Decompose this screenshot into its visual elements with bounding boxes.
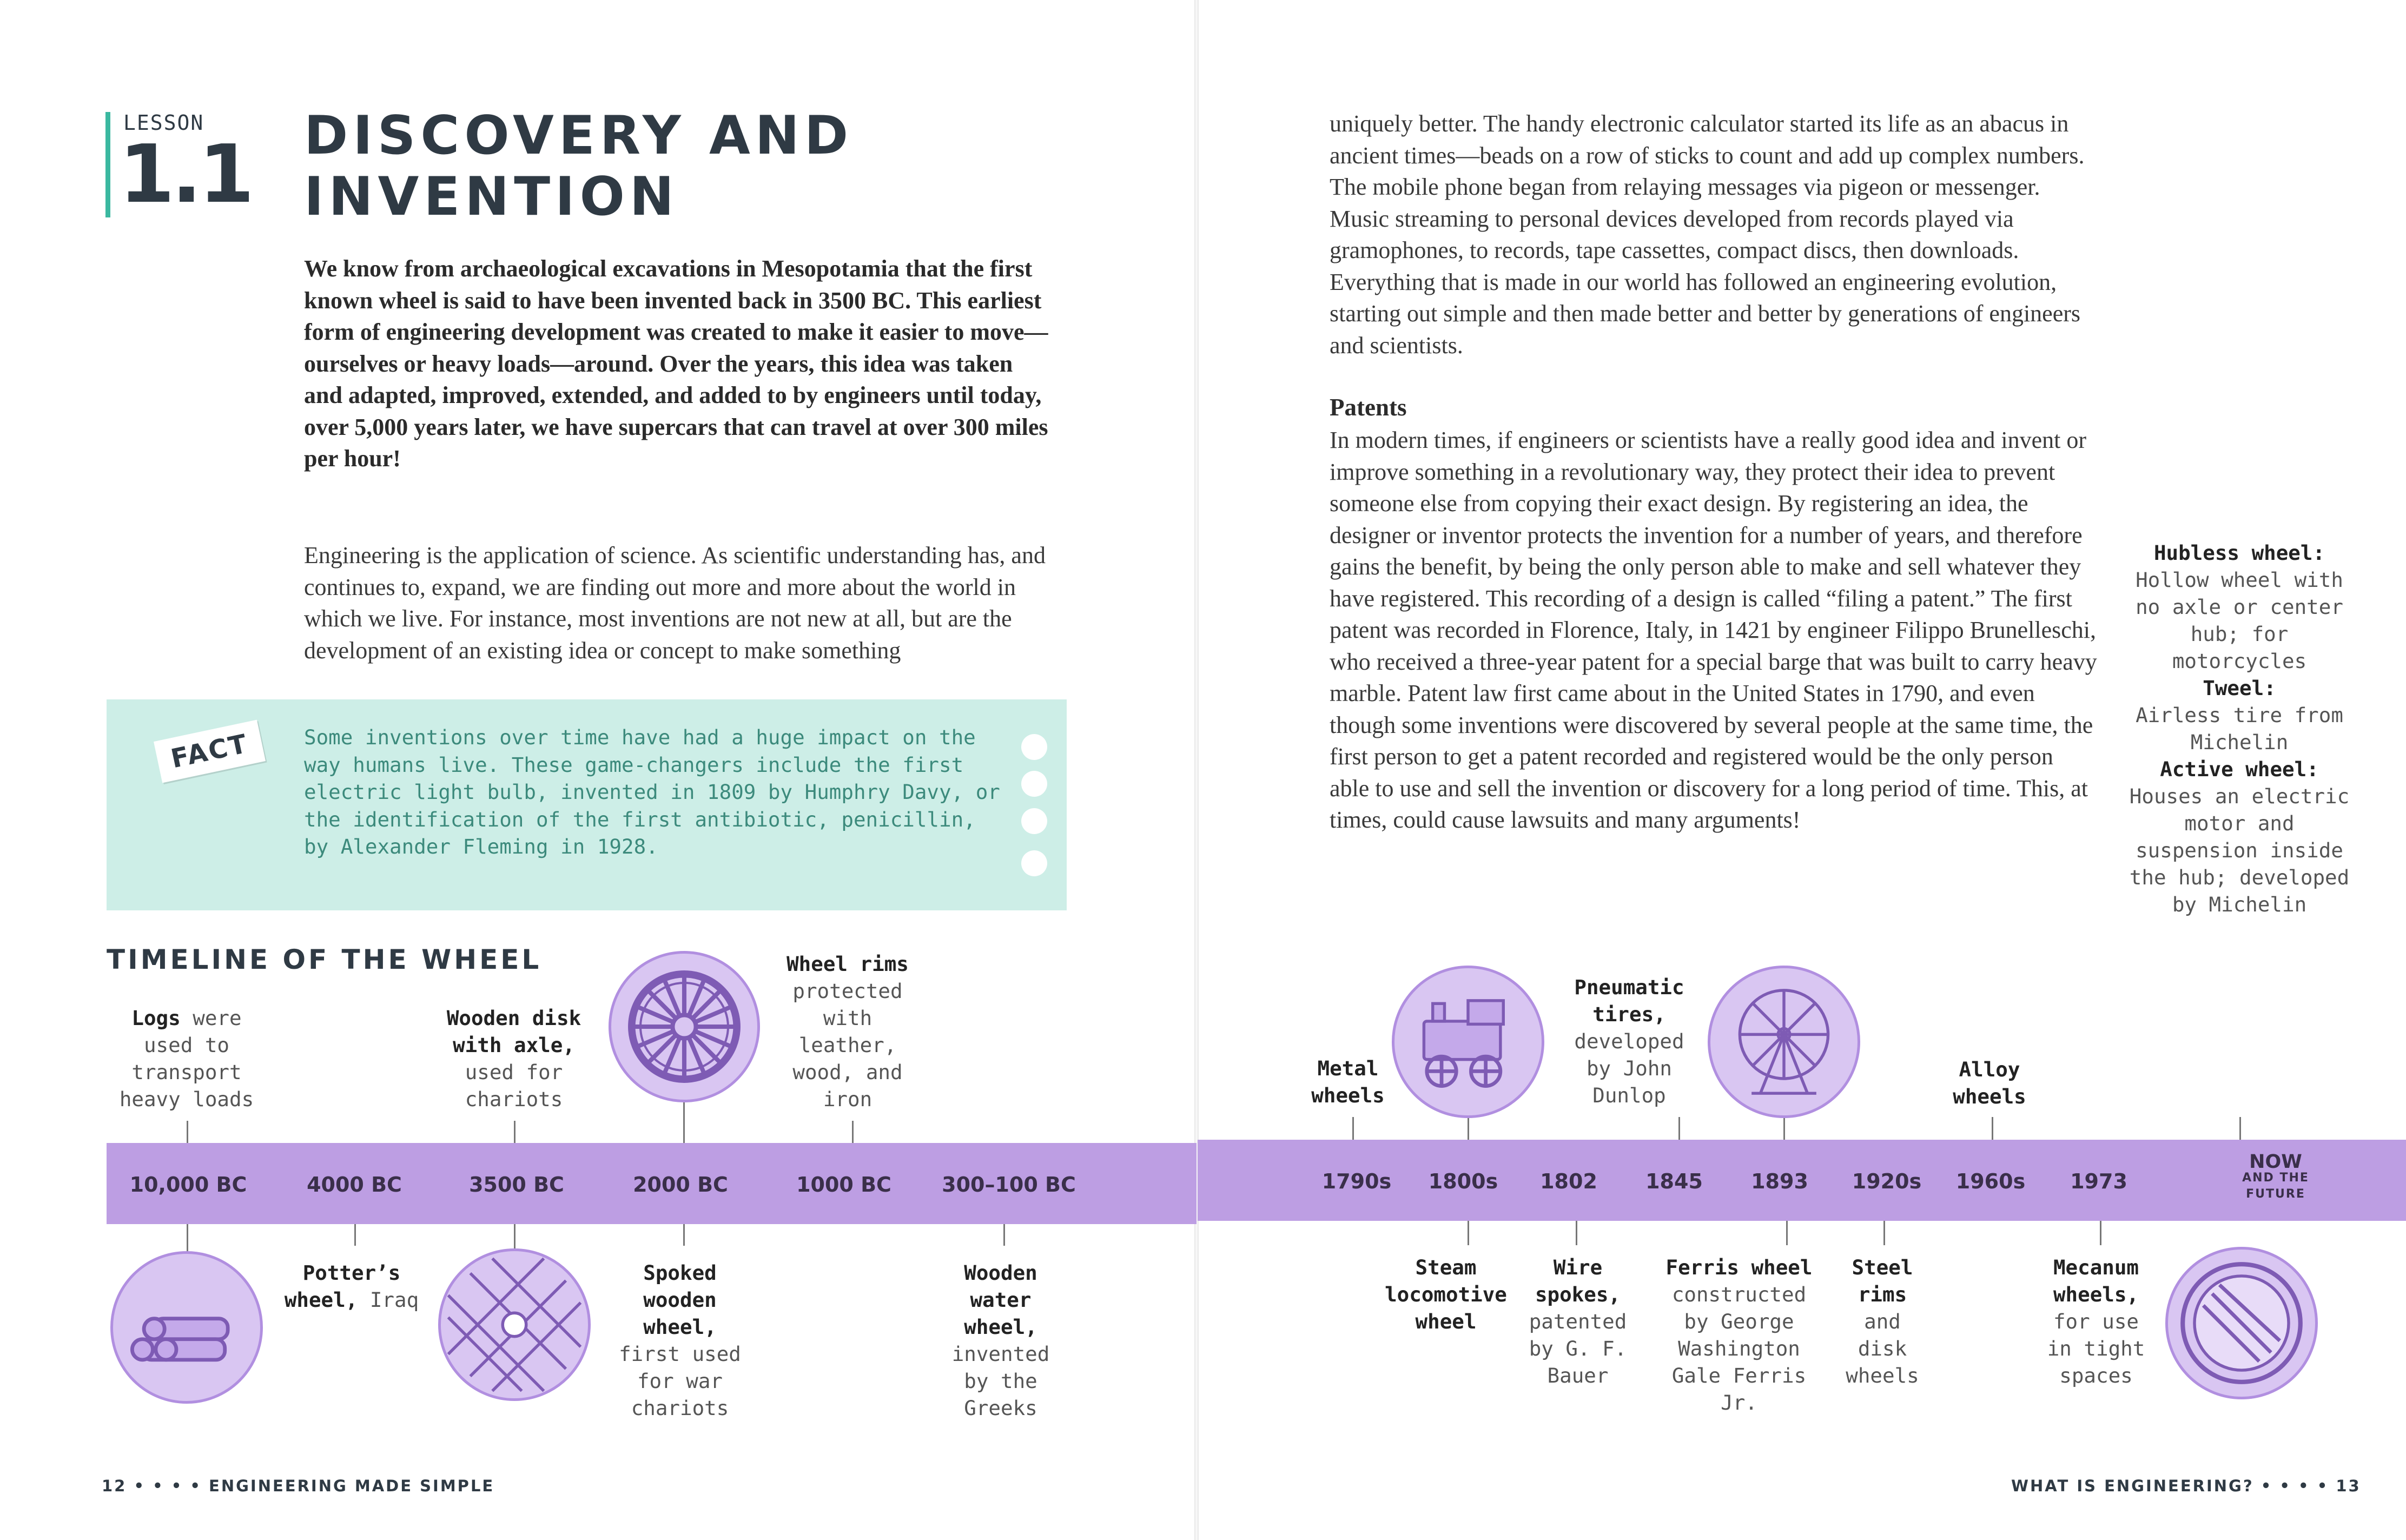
timeline-tick — [683, 1102, 685, 1143]
lesson-number: 1.1 — [119, 128, 252, 221]
caption-wheel-rims: Wheel rims protected with leather, wood, and iron — [786, 952, 909, 1111]
fact-dot — [1021, 808, 1047, 834]
page-number-right: 13 — [2336, 1477, 2361, 1495]
timeline-tick — [187, 1121, 188, 1143]
book-gutter — [1194, 0, 1199, 1540]
spoked-wheel-illustration — [609, 951, 760, 1102]
timeline-tick — [1576, 1221, 1577, 1245]
year-1790s: 1790s — [1321, 1169, 1392, 1193]
caption-wire-spokes: Wire spokes, patented by G. F. Bauer — [1529, 1255, 1627, 1387]
caption-potters-wheel: Potter’s wheel, Iraq — [284, 1261, 419, 1312]
page-title-line-1: DISCOVERY AND — [304, 105, 854, 167]
page-title — [304, 105, 853, 228]
ferris-wheel-illustration — [1708, 966, 1860, 1118]
footer-left — [102, 1477, 494, 1495]
footer-book-title: ENGINEERING MADE SIMPLE — [209, 1477, 495, 1495]
year-1893: 1893 — [1751, 1169, 1808, 1193]
year-10000bc: 10,000 BC — [129, 1173, 247, 1197]
timeline-tick — [1992, 1117, 1993, 1140]
caption-mecanum-wheels: Mecanum wheels, for use in tight spaces — [2047, 1255, 2145, 1387]
wooden-disk-illustration — [438, 1248, 591, 1401]
timeline-tick — [1783, 1118, 1785, 1140]
page-title-line-2: INVENTION — [304, 166, 679, 228]
lesson-label: LESSON — [123, 111, 204, 135]
page-number-left: 12 — [102, 1477, 127, 1495]
caption-spoked-wheel: Spoked wooden wheel, first used for war chariots — [619, 1261, 741, 1420]
fact-dot — [1021, 771, 1047, 797]
timeline-tick — [1468, 1118, 1469, 1140]
steam-locomotive-illustration — [1392, 966, 1544, 1118]
year-1920s: 1920s — [1852, 1169, 1922, 1193]
timeline-tick — [514, 1121, 515, 1143]
body-paragraph-left: Engineering is the application of science. As scientific understanding has, and continues to, expand, we are finding out more and more about the world in which we live. For instance, most inventions are not new at all, but are the development of an existing idea or concept to make something — [304, 542, 1046, 664]
caption-logs: Logs were used to transport heavy loads — [119, 1006, 254, 1111]
timeline-tick — [1678, 1117, 1680, 1140]
timeline-tick — [1352, 1117, 1354, 1140]
fact-tag: FACT — [154, 720, 266, 783]
timeline-tick — [1786, 1221, 1788, 1245]
fact-dot — [1021, 850, 1047, 876]
timeline-tick — [2100, 1221, 2101, 1245]
fact-text: Some inventions over time have had a huge impact on the way humans live. These game-changers include the first electric light bulb, invented in 1809 by Humphry Davy, or the identification of the first antibiotic, penicillin, by Alexander Fleming in 1928. — [304, 725, 1000, 858]
caption-pneumatic-tires: Pneumatic tires, developed by John Dunlop — [1574, 975, 1684, 1107]
year-1000bc: 1000 BC — [796, 1173, 891, 1197]
timeline-tick — [1468, 1221, 1469, 1245]
year-4000bc: 4000 BC — [307, 1173, 402, 1197]
footer-right — [2011, 1477, 2361, 1495]
now-and-future-label: NOW AND THE FUTURE — [2242, 1151, 2309, 1201]
body-paragraph-patents: In modern times, if engineers or scientists have a really good idea and invent or improve something in a revolutionary way, they protect their idea to prevent someone else from copying their exact design. By registering an idea, the designer or inventor protects the invention for a number of years, and therefore gains the benefit, by being the only person able to make and sell whatever they have registered. This recording of a design is called “filing a patent.” The first patent was recorded in Florence, Italy, in 1421 by engineer Filippo Brunelleschi, who received a three-year patent for a special barge that was built to carry heavy marble. Patent law first came about in the United States in 1790, and even though some inventions were discovered by several people at the same time, the first person to get a patent recorded and registered would be the only person able to use and sell the invention or discovery for a long period of time. This, at times, could cause lawsuits and many arguments! — [1330, 427, 2097, 833]
logs-illustration — [110, 1251, 263, 1404]
year-1800s: 1800s — [1428, 1169, 1498, 1193]
timeline-tick — [514, 1224, 515, 1250]
intro-paragraph: We know from archaeological excavations in Mesopotamia that the first known wheel is said to have been invented back in 3500 BC. This earliest form of engineering development was created to make it easier to move—ourselves or heavy loads—around. Over the years, this idea was taken and adapted, improved, extended, and added to by engineers until today, over 5,000 years later, we have supercars that can travel at over 300 miles per hour! — [304, 255, 1048, 472]
caption-ferris-wheel: Ferris wheel constructed by George Washington Gale Ferris Jr. — [1665, 1255, 1813, 1415]
mecanum-wheel-illustration — [2165, 1247, 2318, 1399]
timeline-tick — [187, 1224, 188, 1251]
year-1973: 1973 — [2070, 1169, 2127, 1193]
year-1960s: 1960s — [1955, 1169, 2026, 1193]
caption-steel-rims: Steel rims and disk wheels — [1846, 1255, 1919, 1387]
footer-chapter-title: WHAT IS ENGINEERING? — [2011, 1477, 2254, 1495]
footer-dots: • • • • — [134, 1477, 202, 1495]
caption-wooden-disk: Wooden disk with axle, used for chariots — [446, 1006, 581, 1111]
fact-dot — [1021, 734, 1047, 760]
year-300-100bc: 300–100 BC — [942, 1173, 1076, 1197]
caption-water-wheel: Wooden water wheel, invented by the Greeks — [951, 1261, 1050, 1420]
year-1845: 1845 — [1645, 1169, 1703, 1193]
timeline-tick — [852, 1121, 854, 1143]
body-paragraph-right-1: uniquely better. The handy electronic calculator started its life as an abacus in ancient times—beads on a row of sticks to count and add up complex numbers. The mobile phone began from relaying messages via pigeon or messenger. Music streaming to personal devices developed from records played via gramophones, to records, tape cassettes, compact discs, then downloads. Everything that is made in our world has followed an engineering evolution, starting out simple and then made better and better by generations of engineers and scientists. — [1330, 110, 2085, 359]
future-wheels-sidebar: Hubless wheel: Hollow wheel with no axle or center hub; for motorcycles Tweel: Airless tire from Michelin Active wheel: Houses an electric motor and suspension inside the hub; developed by Michelin — [2129, 541, 2350, 916]
lesson-accent-bar — [105, 112, 110, 217]
timeline-tick — [2239, 1117, 2241, 1140]
year-3500bc: 3500 BC — [469, 1173, 564, 1197]
patents-heading: Patents — [1330, 394, 1407, 421]
footer-dots: • • • • — [2260, 1477, 2329, 1495]
year-2000bc: 2000 BC — [633, 1173, 728, 1197]
timeline-title: TIMELINE OF THE WHEEL — [107, 944, 542, 975]
timeline-tick — [1003, 1224, 1005, 1246]
caption-steam-locomotive: Steam locomotive wheel — [1385, 1255, 1507, 1333]
timeline-tick — [1883, 1221, 1885, 1245]
year-1802: 1802 — [1540, 1169, 1597, 1193]
timeline-tick — [354, 1224, 356, 1246]
caption-metal-wheels: Metal wheels — [1311, 1056, 1385, 1107]
caption-alloy-wheels: Alloy wheels — [1953, 1057, 2026, 1108]
timeline-tick — [683, 1224, 685, 1246]
